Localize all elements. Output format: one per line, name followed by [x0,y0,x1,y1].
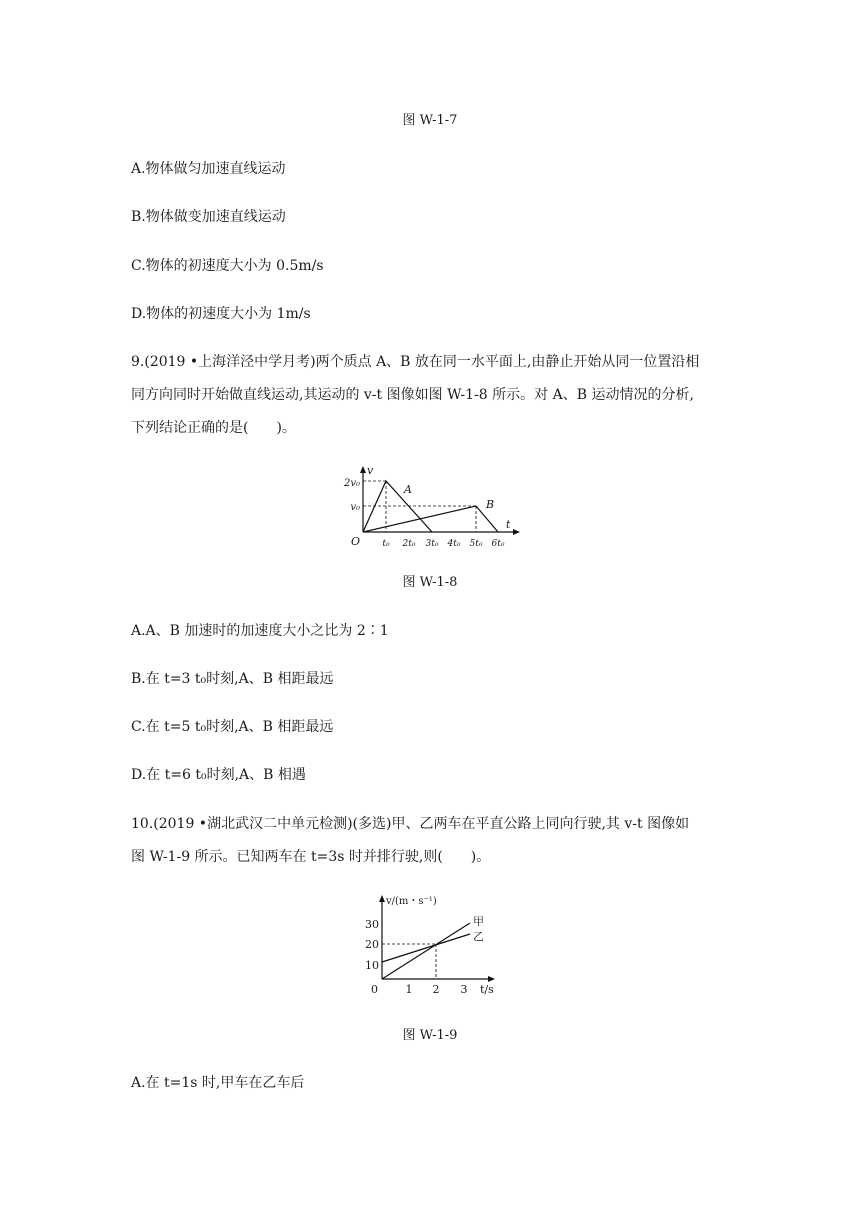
series-jia-label: 甲 [473,915,484,928]
q9-stem-line-3: 下列结论正确的是( )。 [131,420,296,436]
x-tick-3t0: 3t₀ [425,539,439,549]
y-axis-arrow [379,895,385,902]
q8-option-b: B.物体做变加速直线运动 [131,209,286,225]
x-axis-label: t [506,518,511,531]
figure-8-caption: 图 W-1-8 [402,575,458,590]
series-b-line [363,506,498,532]
q9-option-a: A.A、B 加速时的加速度大小之比为 2∶1 [131,623,389,639]
q10-stem-line-2: 图 W-1-9 所示。已知两车在 t=3s 时并排行驶,则( )。 [131,849,491,865]
x-axis-arrow [488,976,495,982]
y-axis-arrow [360,466,366,473]
series-yi-label: 乙 [473,930,484,943]
q8-option-d: D.物体的初速度大小为 1m/s [131,306,311,322]
figure-8-vt-graph [330,462,530,554]
x-tick-6t0: 6t₀ [491,539,505,549]
figure-9-vt-graph [360,890,510,1000]
x-axis-label: t/s [480,983,494,996]
series-a-label: A [404,483,412,496]
x-tick-2t0: 2t₀ [402,539,416,549]
q9-option-c: C.在 t=5 t₀时刻,A、B 相距最远 [131,719,334,735]
q10-stem-line-1: 10.(2019 •湖北武汉二中单元检测)(多选)甲、乙两车在平直公路上同向行驶,其 v-t 图像如 [131,816,690,832]
q8-option-c: C.物体的初速度大小为 0.5m/s [131,258,324,274]
origin-label: 0 [371,983,378,996]
x-axis-arrow [513,529,520,535]
x-tick-3: 3 [460,983,468,996]
origin-label: O [351,535,361,548]
y-axis-label: v/(m・s⁻¹) [386,896,437,907]
series-yi-line [382,934,470,962]
x-tick-2: 2 [432,983,440,996]
y-tick-20: 20 [365,938,379,951]
figure-7-caption: 图 W-1-7 [402,113,458,128]
q9-stem-line-2: 同方向同时开始做直线运动,其运动的 v-t 图像如图 W-1-8 所示。对 A、B 运动情况的分析, [131,387,694,403]
q8-option-a: A.物体做匀加速直线运动 [131,161,286,177]
y-tick-v0: v₀ [350,502,360,513]
y-tick-30: 30 [365,918,379,931]
q9-option-d: D.在 t=6 t₀时刻,A、B 相遇 [131,767,306,783]
series-jia-line [382,923,470,979]
series-b-label: B [486,498,495,511]
figure-9-caption: 图 W-1-9 [402,1028,458,1043]
y-axis-label: v [367,464,374,477]
y-tick-10: 10 [365,959,379,972]
y-tick-2v0: 2v₀ [343,478,360,489]
x-tick-5t0: 5t₀ [469,539,483,549]
q9-stem-line-1: 9.(2019 •上海洋泾中学月考)两个质点 A、B 放在同一水平面上,由静止开始从同一位置沿相 [131,354,700,370]
q9-option-b: B.在 t=3 t₀时刻,A、B 相距最远 [131,671,334,687]
q10-option-a: A.在 t=1s 时,甲车在乙车后 [131,1075,305,1091]
x-tick-1: 1 [405,983,413,996]
x-tick-t0: t₀ [382,539,390,549]
x-tick-4t0: 4t₀ [447,539,461,549]
